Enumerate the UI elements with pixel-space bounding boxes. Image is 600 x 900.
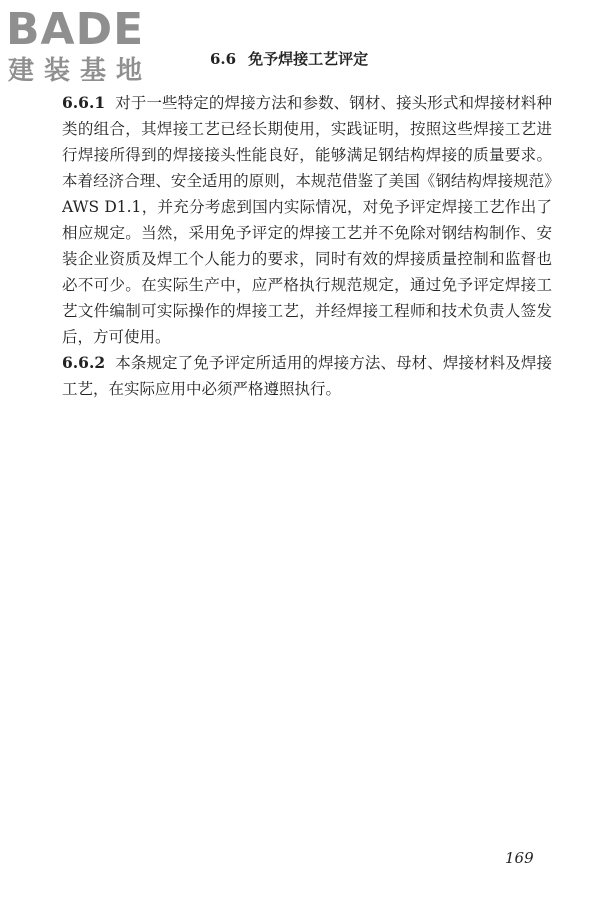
paragraph-number: 6.6.2 <box>62 353 106 372</box>
watermark-chinese-text: 建装基地 <box>8 56 153 86</box>
watermark-logo <box>6 4 176 88</box>
paragraph-text: 对于一些特定的焊接方法和参数、钢材、接头形式和焊接材料种类的组合，其焊接工艺已经长期使用，实践证明，按照这些焊接工艺进行焊接所得到的焊接接头性能良好，能够满足钢结构焊接的质量要求。本着经济合理、安全适用的原则，本规范借鉴了美国《钢结构焊接规范》AWS D1.1，并充分考虑到国内实际情况，对免予评定焊接工艺作出了相应规定。当然，采用免予评定的焊接工艺并不免除对钢结构制作、安装企业资质及焊工个人能力的要求，同时有效的焊接质量控制和监督也必不可少。在实际生产中，应严格执行规范规定，通过免予评定焊接工艺文件编制可实际操作的焊接工艺，并经焊接工程师和技术负责人签发后，方可使用。 <box>62 94 552 346</box>
section-number: 6.6 <box>210 50 237 68</box>
paragraph-text: 本条规定了免予评定所适用的焊接方法、母材、焊接材料及焊接工艺，在实际应用中必须严格遵照执行。 <box>62 354 552 398</box>
section-title: 免予焊接工艺评定 <box>248 50 369 68</box>
section-heading <box>210 48 368 70</box>
body-text <box>62 90 552 402</box>
paragraph-6-6-2 <box>62 350 552 402</box>
paragraph-number: 6.6.1 <box>62 93 106 112</box>
watermark-latin-text: BADE <box>6 4 145 55</box>
page-number: 169 <box>505 849 534 867</box>
paragraph-6-6-1 <box>62 90 552 350</box>
